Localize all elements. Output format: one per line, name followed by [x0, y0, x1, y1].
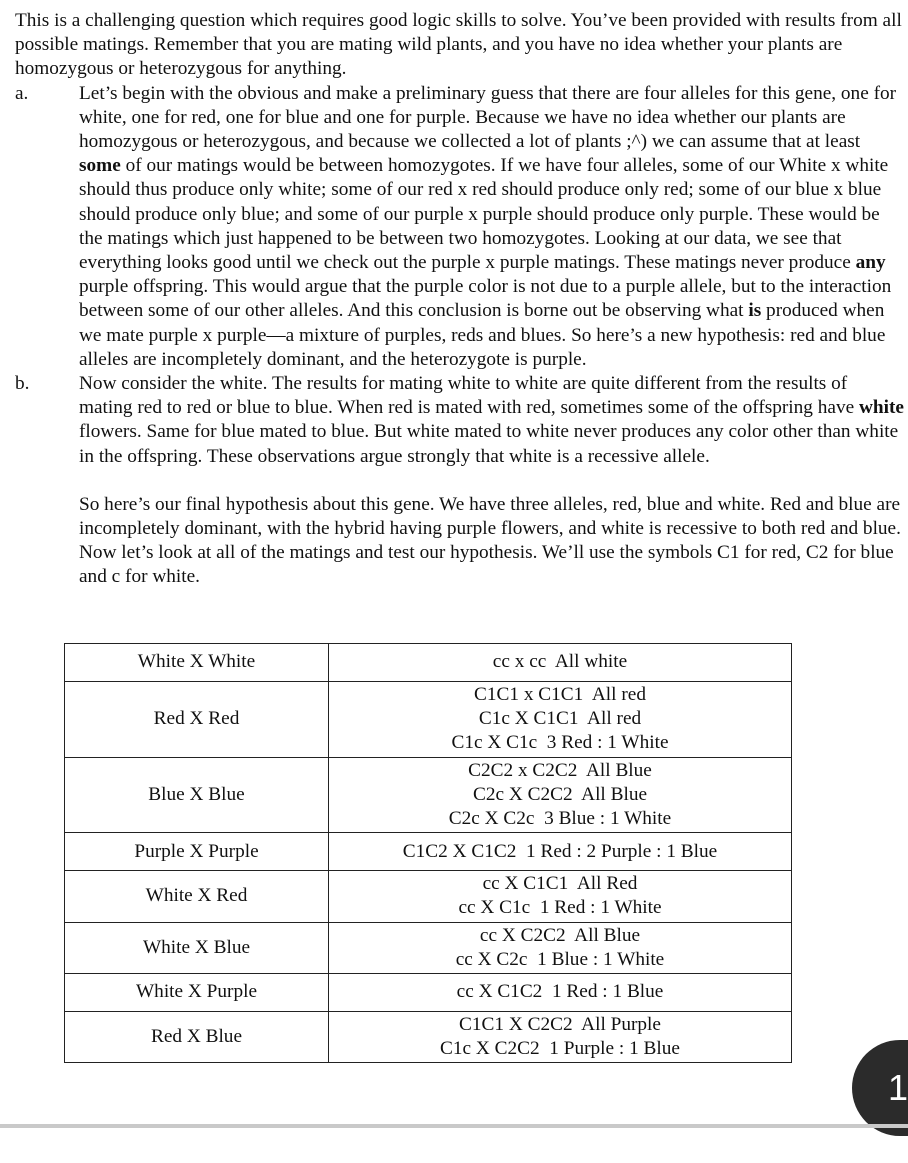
part-b	[15, 372, 905, 469]
genotype-result-line: cc X C1c 1 Red : 1 White	[458, 897, 662, 919]
cross-cell: White X Blue	[65, 922, 329, 973]
genotype-result-line: C2c X C2C2 All Blue	[472, 783, 648, 805]
genotype-result-line: cc X C2C2 All Blue	[479, 924, 641, 946]
part-a-text-2: of our matings would be between homozygotes. If we have four alleles, some of our White x white should thus produce only white; some of our red x red should produce only red; some of our blue x blue should produce only blue; and some of our purple x purple should produce only purple. These would be the matings which just happened to be between two homozygotes. Looking at our data, we see that everything looks good until we check out the purple x purple matings. These matings never produce	[79, 155, 889, 274]
genotype-result-line: C1C1 x C1C1 All red	[474, 684, 646, 705]
part-a-bold-is: is	[748, 300, 762, 322]
part-a-text-4: produced when we mate purple x purple—a mixture of purples, reds and blues. So here’s a new hypothesis: red and blue alleles are incompletely dominant, and the heterozygote is purple.	[79, 300, 886, 370]
part-a-text-3: purple offspring. This would argue that the purple color is not due to a purple allele, but to the interaction between some of our other alleles. And this conclusion is borne out be observing what	[79, 276, 892, 322]
part-a-marker: a.	[15, 82, 29, 104]
cross-cell: White X Purple	[65, 974, 329, 1012]
cross-cell: Red X Blue	[65, 1012, 329, 1063]
genotype-result-line: C1C2 X C1C2 1 Red : 2 Purple : 1 Blue	[402, 840, 718, 862]
page-number-badge[interactable]: 1	[852, 1040, 908, 1136]
genotype-results-cell	[329, 871, 792, 922]
genotype-result-line: C1c X C1c 3 Red : 1 White	[451, 732, 669, 754]
table-row	[65, 1012, 792, 1063]
genotype-results-cell	[329, 922, 792, 973]
part-b-bold-white: white	[859, 397, 904, 419]
genotype-result-line: C1C1 X C2C2 All Purple	[459, 1014, 661, 1036]
part-a-bold-some: some	[79, 155, 121, 177]
table-row	[65, 922, 792, 973]
cross-cell: Red X Red	[65, 682, 329, 758]
table-row	[65, 644, 792, 682]
genotype-result-line: C2C2 x C2C2 All Blue	[468, 759, 652, 781]
matings-table	[64, 643, 792, 1063]
table-row	[65, 871, 792, 922]
cross-cell: White X Red	[65, 871, 329, 922]
document-body	[15, 9, 905, 590]
table-row	[65, 757, 792, 833]
genotype-results-cell	[329, 682, 792, 758]
intro-paragraph: This is a challenging question which requires good logic skills to solve. You’ve been provided with results from all possible matings. Remember that you are mating wild plants, and you have no idea whether your plants are homozygous or heterozygous for anything.	[15, 10, 902, 80]
part-b-text-1: Now consider the white. The results for mating white to white are quite different from the results of mating red to red or blue to blue. When red is mated with red, sometimes some of the offspring have	[79, 373, 859, 419]
genotype-result-line: cc X C2c 1 Blue : 1 White	[455, 948, 665, 970]
part-a-text-1: Let’s begin with the obvious and make a preliminary guess that there are four alleles for this gene, one for white, one for red, one for blue and one for purple. Because we have no idea whether our plants are homozygous or heterozygous, and because we collected a lot of plants ;^) we can assume that at least	[79, 82, 897, 153]
cross-cell: Blue X Blue	[65, 757, 329, 833]
genotype-result-line: cc X C1C1 All Red	[482, 873, 638, 895]
matings-table-body	[65, 644, 792, 1063]
genotype-results-cell	[329, 1012, 792, 1063]
matings-table-wrapper	[64, 643, 792, 1063]
table-row	[65, 974, 792, 1012]
part-b-marker: b.	[15, 373, 30, 395]
cross-cell: White X White	[65, 644, 329, 682]
genotype-result-line: C1c X C1C1 All red	[478, 708, 642, 730]
table-row	[65, 833, 792, 871]
genotype-results-cell	[329, 644, 792, 682]
genotype-result-line: C1c X C2C2 1 Purple : 1 Blue	[440, 1038, 680, 1060]
part-b-text-2: flowers. Same for blue mated to blue. But white mated to white never produces any color other than white in the offspring. These observations argue strongly that white is a recessive allele.	[79, 421, 899, 467]
part-a-bold-any: any	[855, 252, 886, 274]
table-row	[65, 682, 792, 758]
genotype-results-cell	[329, 833, 792, 871]
genotype-result-line: C2c X C2c 3 Blue : 1 White	[448, 808, 672, 830]
cross-cell: Purple X Purple	[65, 833, 329, 871]
part-a	[15, 82, 905, 372]
horizontal-scrollbar[interactable]	[0, 1124, 908, 1128]
genotype-result-line: cc X C1C2 1 Red : 1 Blue	[456, 981, 664, 1003]
final-hypothesis-paragraph: So here’s our final hypothesis about this gene. We have three alleles, red, blue and white. Red and blue are incompletely dominant, with the hybrid having purple flowers, and white is recessive to both red and blue. Now let’s look at all of the matings and test our hypothesis. We’ll use the symbols C1 for red, C2 for blue and c for white.	[79, 493, 901, 588]
genotype-results-cell	[329, 757, 792, 833]
genotype-results-cell	[329, 974, 792, 1012]
genotype-result-line: cc x cc All white	[492, 651, 628, 673]
